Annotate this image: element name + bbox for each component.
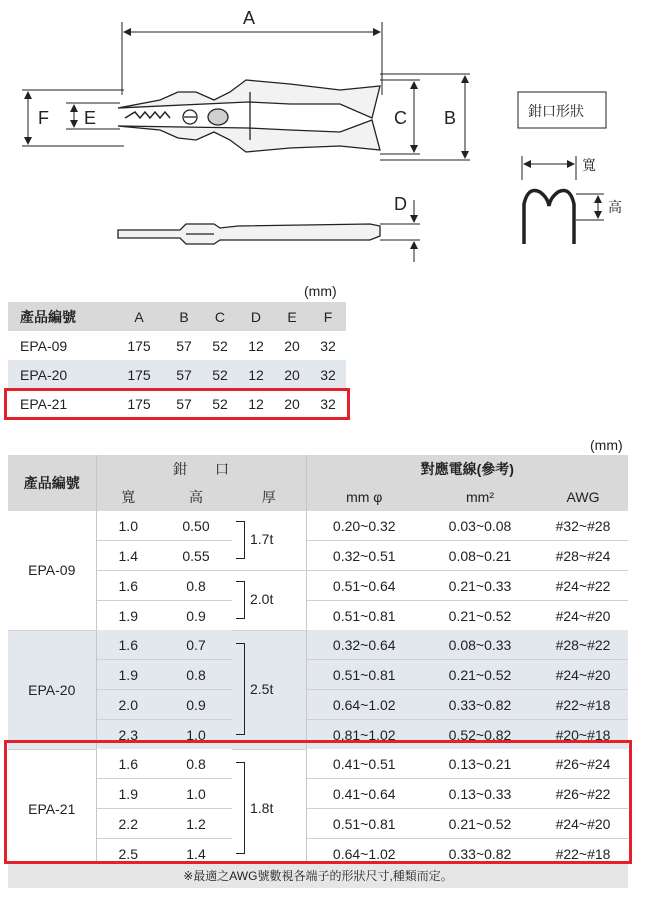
table-cell: 0.08~0.33: [422, 630, 538, 660]
table-cell: 1.6: [96, 571, 160, 601]
thickness-value: 2.5t: [250, 680, 274, 697]
table-cell: 175: [127, 395, 151, 412]
table-cell: 0.9: [160, 601, 232, 631]
table1-header-c: C: [202, 302, 238, 331]
table-cell: 0.21~0.33: [422, 571, 538, 601]
table-cell: #26~#22: [538, 779, 628, 809]
table2-header-row: [8, 455, 628, 483]
table-cell: #24~#20: [538, 601, 628, 631]
jaw-width-label: 寬: [582, 158, 596, 174]
table-cell: 0.51~0.81: [306, 809, 422, 839]
plier-top-view: [118, 80, 380, 152]
table-cell: 1.4: [96, 541, 160, 571]
group-code: EPA-09: [8, 511, 96, 630]
table-cell: 1.0: [96, 511, 160, 541]
table2-subheader-mm: mm φ: [306, 483, 422, 511]
dimension-e: [66, 103, 120, 129]
table-cell: 2.3: [96, 720, 160, 750]
jaw-shape-figure: [522, 156, 622, 244]
thickness-value: 1.8t: [250, 799, 274, 816]
table2-header-code: 產品編號: [8, 455, 96, 511]
awg-footnote: ※最適之AWG號數視各端子的形狀尺寸,種類而定。: [8, 864, 628, 888]
group-code: EPA-21: [8, 749, 96, 868]
table-cell: 0.13~0.21: [422, 749, 538, 779]
table-cell: 0.64~1.02: [306, 690, 422, 720]
group-code: EPA-20: [8, 630, 96, 749]
table-cell: 1.9: [96, 660, 160, 690]
table2-subheader-width: 寬: [96, 483, 160, 511]
plier-side-view: [118, 224, 380, 244]
table-cell: 0.32~0.51: [306, 541, 422, 571]
thickness-value: 2.0t: [250, 591, 274, 607]
table-cell: #24~#20: [538, 809, 628, 839]
table2-unit: (mm): [590, 437, 623, 453]
table-cell: 1.9: [96, 779, 160, 809]
thickness-cell: [232, 571, 306, 631]
table-cell: #26~#24: [538, 749, 628, 779]
table2-subheader-thickness: 厚: [232, 483, 306, 511]
table-cell: #24~#22: [538, 571, 628, 601]
table-cell: #28~#22: [538, 630, 628, 660]
table2-subheader-height: 高: [160, 483, 232, 511]
table-cell: 57: [176, 395, 192, 412]
table-cell: 0.7: [160, 630, 232, 660]
table-cell: 0.51~0.81: [306, 660, 422, 690]
table-cell: 0.64~1.02: [306, 839, 422, 869]
table-row: [8, 571, 628, 601]
plier-dimension-diagram: [0, 0, 669, 270]
table-cell: 1.2: [160, 809, 232, 839]
jaw-shape-title: 鉗口形狀: [528, 104, 584, 120]
table-cell: 0.21~0.52: [422, 601, 538, 631]
table-row: [8, 601, 628, 631]
dimension-c: [380, 80, 420, 154]
table-cell: 0.21~0.52: [422, 660, 538, 690]
table-cell: 1.0: [160, 779, 232, 809]
table-cell: #22~#18: [538, 690, 628, 720]
table-cell: 20: [274, 360, 310, 389]
epa21-spec-highlight-box: [4, 740, 632, 864]
jaw-shape-box: [518, 92, 606, 128]
table-row: [8, 541, 628, 571]
table-cell: 0.8: [160, 660, 232, 690]
label-e: E: [84, 108, 97, 128]
table-row: [8, 690, 628, 720]
table1-header-f: F: [310, 302, 346, 331]
table1-header-code: 產品編號: [8, 302, 112, 331]
table1-header-d: D: [238, 302, 274, 331]
table-cell: EPA-20: [8, 360, 112, 389]
label-a: A: [243, 8, 256, 28]
table-cell: 0.21~0.52: [422, 809, 538, 839]
table-cell: 1.0: [160, 720, 232, 750]
table-cell: 0.20~0.32: [306, 511, 422, 541]
thickness-cell: [232, 630, 306, 749]
table-cell: #20~#18: [538, 720, 628, 750]
table-row: [8, 511, 628, 541]
table-cell: 0.08~0.21: [422, 541, 538, 571]
table2-subheader-row: [8, 483, 628, 511]
table-cell: 0.8: [160, 571, 232, 601]
label-d: D: [394, 194, 407, 214]
table-row: [8, 660, 628, 690]
table1-unit: (mm): [304, 283, 337, 299]
table-cell: #22~#18: [538, 839, 628, 869]
table2-subheader-mm2: mm²: [422, 483, 538, 511]
thickness-cell: [232, 511, 306, 571]
table-cell: 0.32~0.64: [306, 630, 422, 660]
bracket: [236, 581, 245, 619]
table-cell: 1.9: [96, 601, 160, 631]
thickness-value: 1.7t: [250, 531, 274, 547]
table-cell: 1.6: [96, 630, 160, 660]
table2-subheader-awg: AWG: [538, 483, 628, 511]
table-cell: 0.41~0.51: [306, 749, 422, 779]
table-cell: 175: [112, 360, 166, 389]
table-cell: 52: [212, 337, 228, 354]
table-cell: 0.03~0.08: [422, 511, 538, 541]
label-f: F: [38, 108, 49, 128]
epa21-highlight-box: [4, 388, 350, 420]
table-cell: 2.5: [96, 839, 160, 869]
table-cell: 57: [166, 360, 202, 389]
table-row: [8, 630, 628, 660]
table-cell: 12: [248, 337, 264, 354]
table-cell: #28~#24: [538, 541, 628, 571]
table-cell: 57: [176, 337, 192, 354]
table-cell: EPA-21: [20, 395, 68, 412]
bracket: [236, 521, 245, 559]
table-cell: #32~#28: [538, 511, 628, 541]
table-cell: 32: [320, 395, 336, 412]
table-row: [8, 360, 346, 389]
table1-header-e: E: [274, 302, 310, 331]
table1-header-a: A: [112, 302, 166, 331]
table-cell: 0.51~0.64: [306, 571, 422, 601]
table-cell: EPA-09: [20, 337, 68, 354]
table-cell: 0.33~0.82: [422, 839, 538, 869]
table-cell: 20: [284, 395, 300, 412]
table-row: [8, 331, 346, 360]
table-cell: 20: [284, 337, 300, 354]
table-cell: #24~#20: [538, 660, 628, 690]
bracket: [236, 643, 245, 735]
table-cell: 2.0: [96, 690, 160, 720]
table-cell: 0.41~0.64: [306, 779, 422, 809]
table-cell: 0.9: [160, 690, 232, 720]
table-cell: 1.4: [160, 839, 232, 869]
table-cell: 175: [127, 337, 151, 354]
table-cell: 0.52~0.82: [422, 720, 538, 750]
table-cell: 0.13~0.33: [422, 779, 538, 809]
table-cell: 0.81~1.02: [306, 720, 422, 750]
table-cell: 0.8: [160, 749, 232, 779]
table-cell: 0.51~0.81: [306, 601, 422, 631]
table-cell: 0.55: [160, 541, 232, 571]
table-cell: 52: [202, 360, 238, 389]
dimension-d: [380, 194, 420, 262]
table-cell: 0.50: [160, 511, 232, 541]
table1-header-b: B: [166, 302, 202, 331]
dimension-f: [22, 90, 124, 146]
table1-header-row: [8, 302, 346, 331]
table-cell: 32: [310, 360, 346, 389]
table-cell: 0.33~0.82: [422, 690, 538, 720]
table-cell: 52: [212, 395, 228, 412]
table2-header-jaw: 鉗 口: [96, 455, 306, 483]
table-cell: 12: [238, 360, 274, 389]
table-cell: 12: [248, 395, 264, 412]
table-cell: 2.2: [96, 809, 160, 839]
label-b: B: [444, 108, 457, 128]
table2-header-wire: 對應電線(參考): [306, 455, 628, 483]
table-cell: 1.6: [96, 749, 160, 779]
table-cell: 32: [320, 337, 336, 354]
label-c: C: [394, 108, 407, 128]
jaw-height-label: 高: [608, 200, 622, 216]
